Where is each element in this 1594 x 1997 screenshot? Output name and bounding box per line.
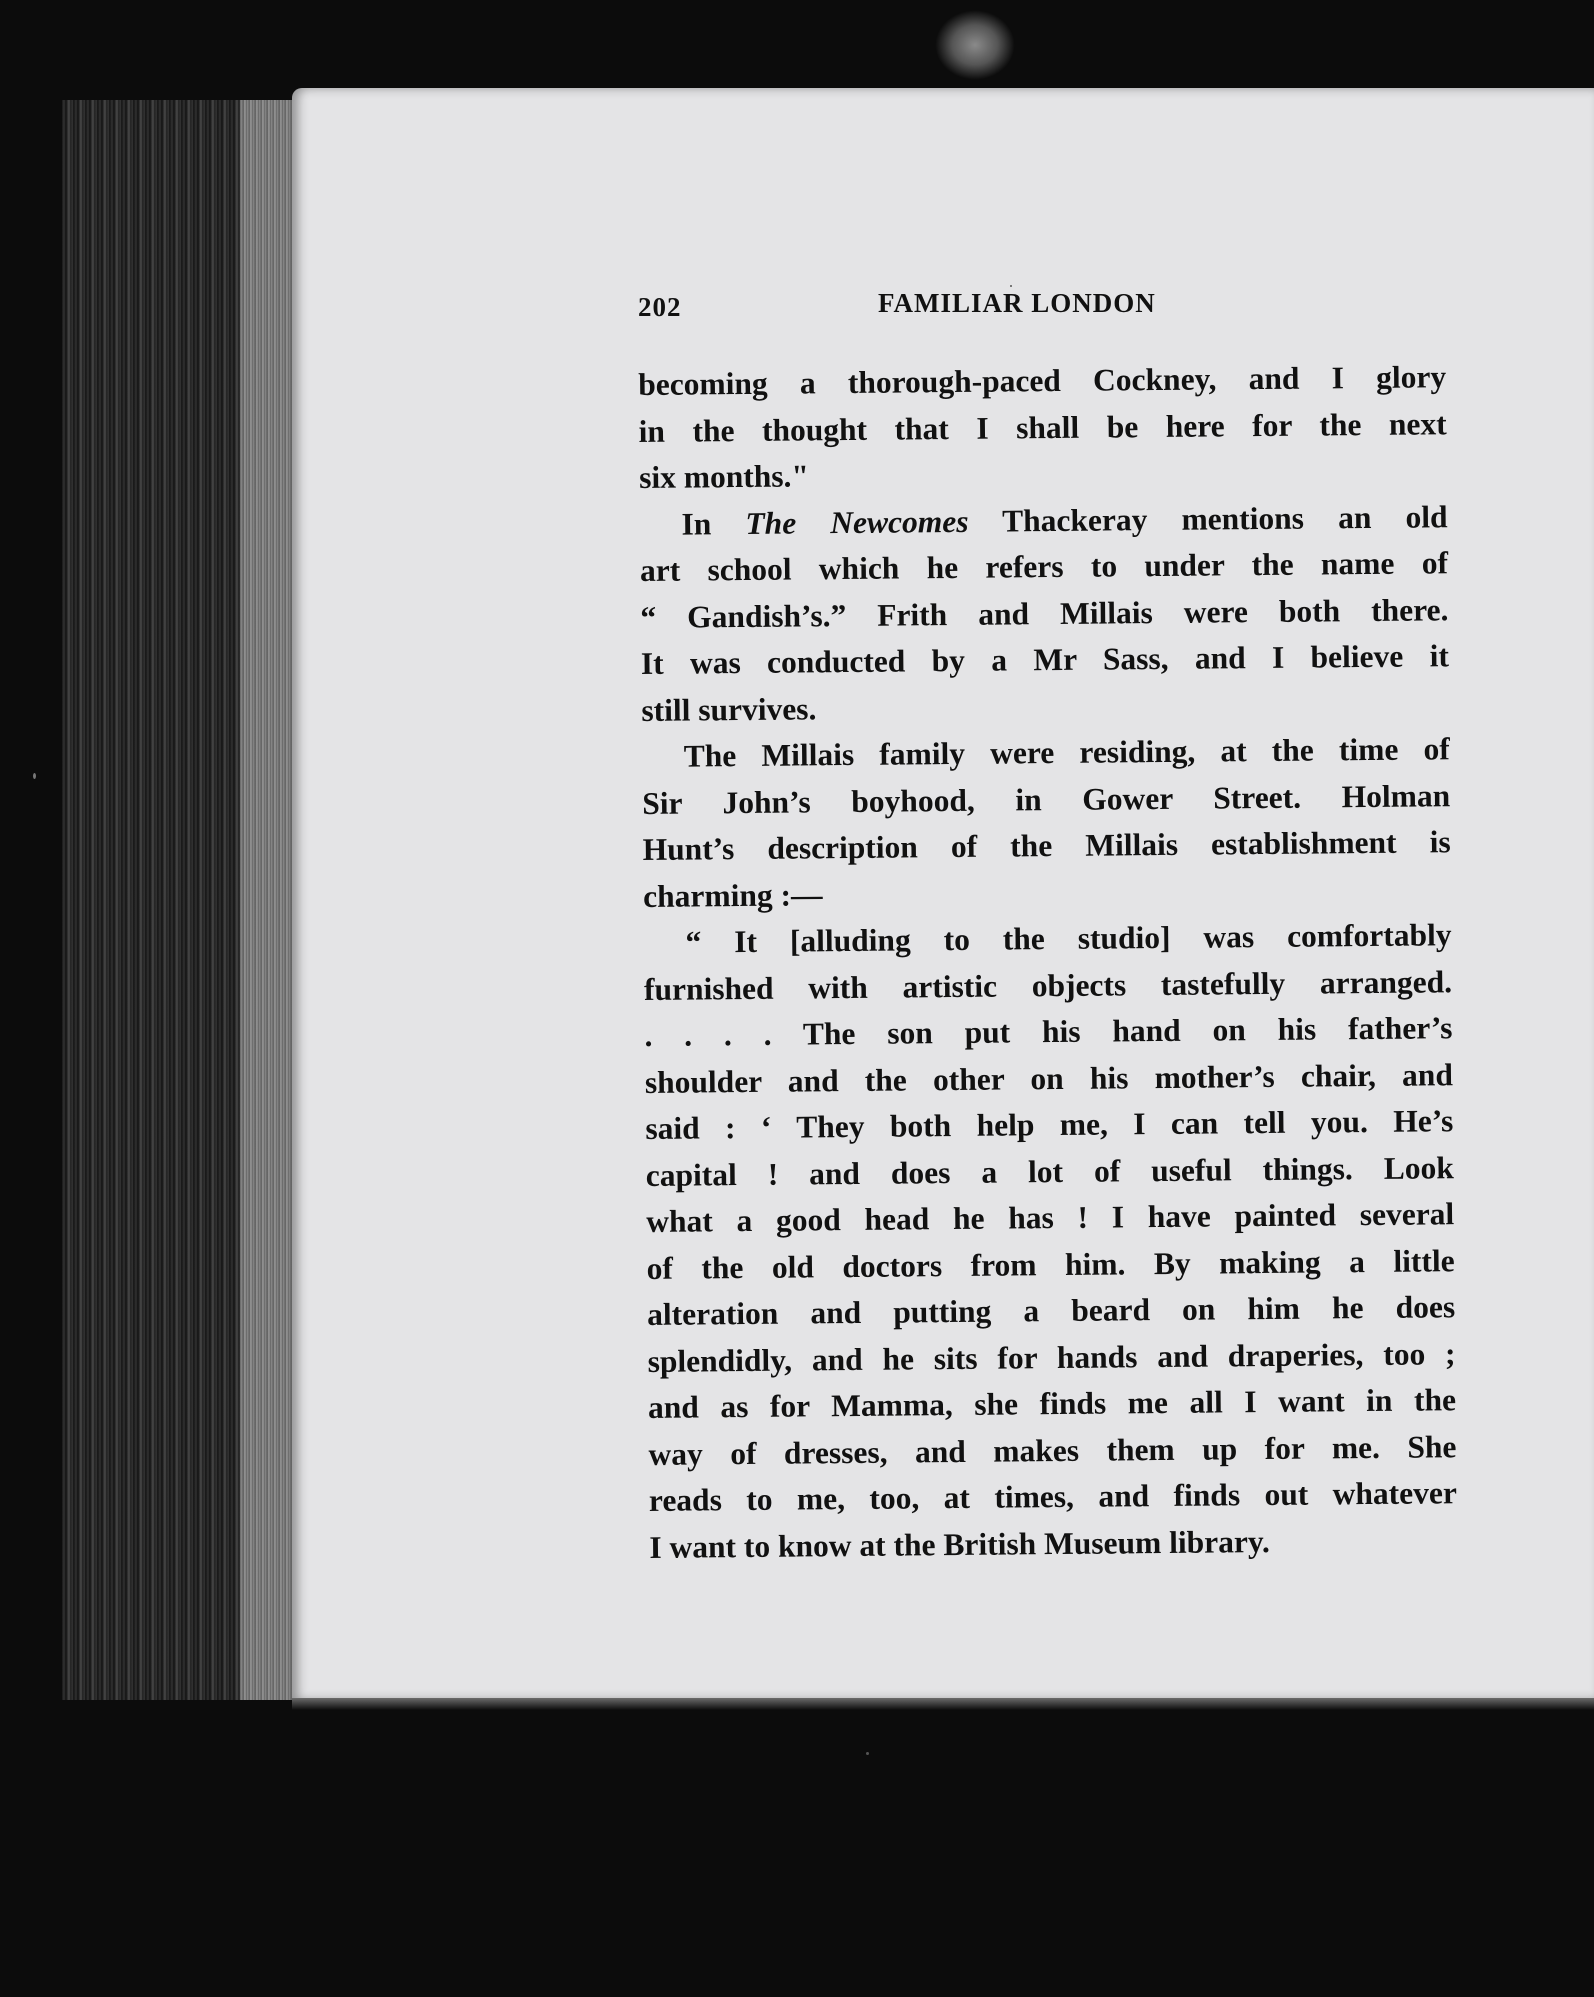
- text-line: alteration and putting a beard on him he does: [646, 1289, 1456, 1332]
- page-number: 202: [638, 292, 682, 322]
- paragraph: [638, 354, 1447, 501]
- text-line: [639, 494, 1447, 548]
- text-segment: In: [681, 505, 746, 542]
- background-speck: [33, 773, 36, 779]
- paper-speck: [866, 1752, 869, 1755]
- text-line: what a good head he has ! I have painted several: [646, 1196, 1455, 1239]
- text-line: Sir John’s boyhood, in Gower Street. Holman: [642, 777, 1451, 821]
- text-line: of the old doctors from him. By making a little: [646, 1242, 1455, 1286]
- page-edges-highlight: [240, 100, 294, 1700]
- text-line: The Millais family were residing, at the time of: [683, 731, 1450, 774]
- text-line: It was conducted by a Mr Sass, and I believe it: [640, 638, 1450, 681]
- body-text: [638, 354, 1458, 1571]
- text-line: reads to me, too, at times, and finds out whatever: [648, 1475, 1458, 1518]
- text-line: art school which he refers to under the name of: [639, 545, 1449, 588]
- paper-speck: [1010, 285, 1012, 287]
- text-line: still survives.: [641, 690, 817, 728]
- text-line: . . . . The son put his hand on his father’s: [644, 1010, 1453, 1053]
- text-line: capital ! and does a lot of useful things. Look: [645, 1149, 1454, 1193]
- text-line: said : ‘ They both help me, I can tell you. He’s: [645, 1103, 1454, 1146]
- text-line: in the thought that I shall be here for the next: [638, 405, 1447, 449]
- text-line: furnished with artistic objects tastefully arranged.: [643, 963, 1453, 1007]
- text-segment: Thackeray mentions an old: [968, 498, 1448, 539]
- text-line: Hunt’s description of the Millais establishment is: [642, 824, 1451, 867]
- running-head: [638, 288, 1198, 328]
- binding-thread-mark: [935, 10, 1015, 80]
- paragraph: [639, 494, 1449, 734]
- paragraph: [642, 726, 1452, 920]
- text-line: way of dresses, and makes them up for me. She: [648, 1428, 1457, 1472]
- text-line: becoming a thorough-paced Cockney, and I glory: [638, 359, 1447, 402]
- text-line: shoulder and the other on his mother’s chair, and: [644, 1056, 1454, 1100]
- text-line: six months.": [638, 458, 810, 495]
- text-line: “ Gandish’s.” Frith and Millais were both there.: [640, 591, 1449, 635]
- text-line: I want to know at the British Museum library.: [649, 1523, 1270, 1565]
- text-line: splendidly, and he sits for hands and draperies, too ;: [647, 1335, 1456, 1379]
- book-title-italic: The Newcomes: [745, 503, 969, 541]
- paragraph: [643, 912, 1457, 1571]
- running-title: FAMILIAR LONDON: [878, 288, 1156, 318]
- text-line: “ It [alluding to the studio] was comfortably: [685, 917, 1452, 960]
- text-line: charming :—: [642, 876, 823, 914]
- text-line: and as for Mamma, she finds me all I want in the: [647, 1382, 1457, 1425]
- page-bottom-edge: [292, 1698, 1594, 1710]
